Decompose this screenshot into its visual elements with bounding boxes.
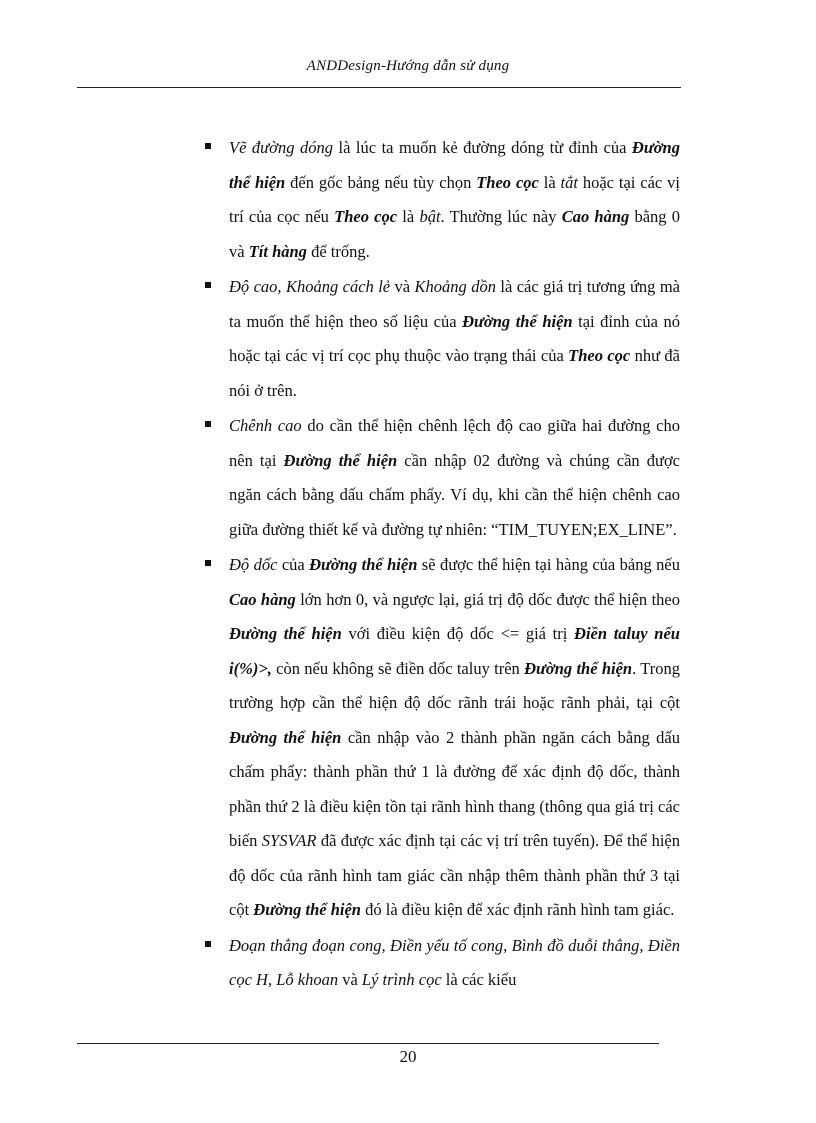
square-bullet-icon <box>205 282 211 288</box>
square-bullet-icon <box>205 560 211 566</box>
text-segment: là <box>538 172 561 192</box>
text-segment: là các giá trị tương ứng mà ta muốn thể hiện theo số liệu của <box>229 277 680 331</box>
text-segment: Đường thể hiện <box>229 727 342 747</box>
bullet-item <box>205 409 680 547</box>
bullet-item <box>205 548 680 928</box>
bullet-item <box>205 131 680 269</box>
text-segment: Cao hàng <box>229 589 296 609</box>
square-bullet-icon <box>205 143 211 149</box>
text-segment: Đường thể hiện <box>309 555 418 574</box>
text-segment: Đường thể hiện <box>229 624 342 643</box>
text-segment: và <box>390 277 415 296</box>
text-segment: Đường thể hiện <box>253 900 361 919</box>
square-bullet-icon <box>205 421 211 427</box>
text-segment: SYSVAR <box>261 831 317 850</box>
text-segment: Theo cọc <box>334 207 398 226</box>
text-segment: sẽ được thể hiện tại hàng của bảng nếu <box>417 555 680 574</box>
text-segment: đã được xác định tại các vị trí trên tuyến). Để thể hiện độ dốc của rãnh hình tam giác cần nhập thêm thành phần thứ 3 tại cột <box>229 831 680 919</box>
document-body <box>205 131 680 999</box>
text-segment: và <box>338 970 362 989</box>
text-segment: Tít hàng <box>248 241 307 261</box>
page-header-title: ANDDesign-Hướng dẫn sử dụng <box>306 58 510 74</box>
text-segment: đến gốc bảng nếu tùy chọn <box>285 172 477 192</box>
text-segment: như đã nói ở trên. <box>229 346 680 400</box>
bullet-item <box>205 929 680 998</box>
text-segment: Đoạn thẳng đoạn cong, Điền yếu tố cong, Bình đồ duỗi thẳng, Điền cọc H, Lỗ khoan <box>229 935 680 989</box>
text-segment: bằng 0 và <box>229 207 681 261</box>
text-segment: Lý trình cọc <box>361 970 442 989</box>
text-segment: để trống. <box>306 241 370 261</box>
text-segment: Cao hàng <box>561 207 630 226</box>
text-segment: là các kiểu <box>441 970 517 989</box>
text-segment: Đường thể hiện <box>524 658 633 678</box>
text-segment: là <box>397 207 420 226</box>
text-segment: Theo cọc <box>568 346 631 365</box>
text-segment: do cần thể hiện chênh lệch độ cao giữa hai đường cho nên tại <box>229 416 680 470</box>
square-bullet-icon <box>205 941 211 947</box>
text-segment: của <box>277 555 310 574</box>
footer-rule <box>77 1043 659 1044</box>
text-segment: Độ cao, Khoảng cách lẻ <box>229 277 391 296</box>
text-segment: đó là điều kiện để xác định rãnh hình tam giác. <box>360 900 675 919</box>
text-segment: Đường thể hiện <box>462 311 573 331</box>
text-segment: cần nhập 02 đường và chúng cần được ngăn cách bằng dấu chấm phẩy. Ví dụ, khi cần thể hiện chênh cao giữa đường thiết kế và đường tự nhiên: “TIM_TUYEN;EX_LINE”. <box>229 450 680 539</box>
text-segment: với điều kiện độ dốc <= giá trị <box>341 624 575 643</box>
text-segment: Chênh cao <box>229 416 302 435</box>
text-segment: lớn hơn 0, và ngược lại, giá trị độ dốc được thể hiện theo <box>295 589 681 609</box>
text-segment: Khoảng dồn <box>414 277 496 296</box>
text-segment: Đường thể hiện <box>283 450 398 470</box>
text-segment: là lúc ta muốn kẻ đường dóng từ đỉnh của <box>332 138 632 157</box>
text-segment: Vẽ đường dóng <box>229 138 333 157</box>
header-rule <box>77 87 681 88</box>
page-number: 20 <box>399 1047 417 1066</box>
text-segment: . Trong trường hợp cần thể hiện độ dốc rãnh trái hoặc rãnh phải, tại cột <box>229 658 680 712</box>
text-segment: Đường thể hiện <box>229 138 680 192</box>
text-segment: hoặc tại các vị trí của cọc nếu <box>229 172 680 226</box>
text-segment: Theo cọc <box>476 172 539 192</box>
text-segment: tại đỉnh của nó hoặc tại các vị trí cọc phụ thuộc vào trạng thái của <box>229 311 680 365</box>
text-segment: Điền taluy nếu i(%)>, <box>229 624 680 678</box>
text-segment: bật <box>419 207 441 226</box>
text-segment: cần nhập vào 2 thành phần ngăn cách bằng dấu chấm phẩy: thành phần thứ 1 là đường để xác định độ dốc, thành phần thứ 2 là điều kiện tồn tại rãnh hình thang (thông qua giá trị các biến <box>229 727 680 850</box>
text-segment: . Thường lúc này <box>440 207 562 226</box>
bullet-item <box>205 270 680 408</box>
text-segment: còn nếu không sẽ điền dốc taluy trên <box>271 658 525 678</box>
text-segment: tắt <box>560 172 578 192</box>
text-segment: Độ dốc <box>229 555 278 574</box>
